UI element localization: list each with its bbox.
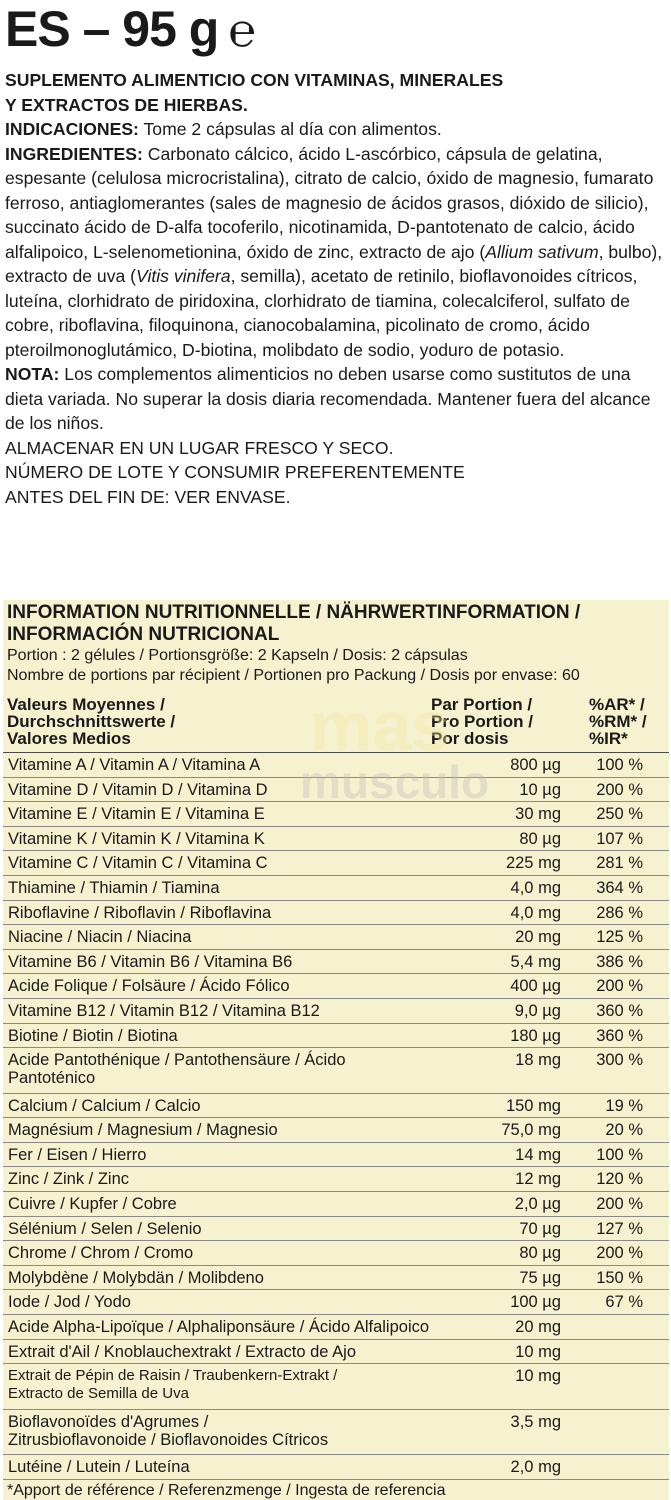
nutrient-name: Vitamine B6 / Vitamin B6 / Vitamina B6 [8, 952, 293, 971]
nutrient-value: 4,0 mg [510, 903, 561, 922]
ingredients-paragraph: INGREDIENTES: Carbonato cálcico, ácido L-ascórbico, cápsula de gelatina, espesante (celulosa microcristalina), citrato de calcio, óxido de magnesio, fumarato ferroso, antiaglomerantes (sales de magnesio de ácidos grasos, dióxido de silicio), succinato ácido de D-alfa tocoferilo, nicotinamida, D-pantotenato de calcio, ácido alfalipoico, L-selenometionina, óxido de zinc, extracto de ajo (Allium sativum, bulbo), extracto de uva (Vitis vinifera, semilla), acetato de retinilo, bioflavonoides cítricos, luteína, clorhidrato de piridoxina, clorhidrato de tiamina, colecalciferol, sulfato de cobre, riboflavina, filoquinona, cianocobalamina, picolinato de cromo, ácido pteroilmonoglutámico, D-biotina, molibdato de sodio, yoduro de potasio. [5, 143, 663, 360]
nutrient-value: 18 mg [515, 1051, 561, 1070]
nutrient-percent: 386 % [596, 952, 643, 971]
nutrient-percent: 200 % [596, 977, 643, 996]
nutrient-name: Lutéine / Lutein / Luteína [8, 1458, 190, 1477]
nutrient-name: Calcium / Calcium / Calcio [8, 1096, 201, 1115]
storage-text: ALMACENAR EN UN LUGAR FRESCO Y SECO. [5, 437, 394, 458]
nutrient-percent: 364 % [596, 878, 643, 897]
table-row [3, 925, 669, 950]
nutrient-value: 10 mg [515, 1342, 561, 1361]
nutrient-name: Magnésium / Magnesium / Magnesio [8, 1121, 278, 1140]
nutrient-name: Zinc / Zink / Zinc [8, 1170, 130, 1189]
nutrient-name: Vitamine C / Vitamin C / Vitamina C [8, 854, 268, 873]
nutrient-value: 20 mg [515, 1317, 561, 1336]
nutrient-name: Cuivre / Kupfer / Cobre [8, 1195, 177, 1213]
nutrient-name: Fer / Eisen / Hierro [8, 1145, 147, 1164]
nutrient-name: Molybdène / Molybdän / Molibdeno [8, 1268, 264, 1287]
nutrient-percent: 100 % [596, 1145, 643, 1164]
table-row [3, 1455, 669, 1480]
table-row [3, 1364, 669, 1410]
label-header [5, 0, 256, 58]
nutrient-name: Chrome / Chrom / Cromo [8, 1244, 194, 1263]
nutrient-value: 75 µg [519, 1268, 561, 1287]
nutrient-name: Niacine / Niacin / Niacina [8, 928, 192, 947]
indications-text: Tome 2 cápsulas al día con alimentos. [138, 119, 442, 139]
nutrient-value: 30 mg [515, 805, 561, 824]
nutrient-percent: 67 % [605, 1293, 643, 1312]
table-row [3, 1143, 669, 1168]
table-row [3, 1192, 669, 1217]
note-text: Los complementos alimenticios no deben usarse como sustitutos de una dieta variada. No superar la dosis diaria recomendada. Mantener fuera del alcance de los niños. [5, 364, 651, 433]
nutrient-value: 75,0 mg [501, 1121, 561, 1140]
nutrient-name: Bioflavonoïdes d'Agrumes / Zitrusbioflavonoide / Bioflavonoides Cítricos [8, 1412, 329, 1449]
nutrient-name: Biotine / Biotin / Biotina [8, 1026, 178, 1045]
nutrient-value: 80 µg [519, 1244, 561, 1263]
nutrient-value: 225 mg [505, 854, 561, 873]
table-row [3, 1340, 669, 1365]
nutrient-value: 9,0 µg [514, 1001, 561, 1020]
nutrient-percent: 200 % [596, 1244, 643, 1263]
table-row [3, 1266, 669, 1291]
nutrient-value: 12 mg [515, 1170, 561, 1189]
nutrient-percent: 200 % [596, 1195, 643, 1213]
header-name-column: Valeurs Moyennes / Durchschnittswerte / Valores Medios [7, 695, 176, 748]
nutrient-percent: 360 % [596, 1001, 643, 1020]
nutrient-name: Vitamine K / Vitamin K / Vitamina K [8, 829, 265, 848]
nutrient-percent: 300 % [596, 1051, 643, 1070]
nutrient-value: 100 µg [510, 1293, 561, 1312]
table-row [3, 1094, 669, 1119]
nutrient-percent: 20 % [605, 1121, 643, 1140]
table-row [3, 753, 669, 778]
nutrient-name: Acide Folique / Folsäure / Ácido Fólico [8, 977, 290, 996]
table-row [3, 1315, 669, 1340]
table-row [3, 1118, 669, 1143]
header-value-column: Par Portion / Pro Portion / Por dosis [431, 695, 533, 748]
indications-label: INDICACIONES: [5, 119, 139, 139]
label-text-block [5, 68, 665, 509]
table-row [3, 802, 669, 827]
nutrient-name: Acide Pantothénique / Pantothensäure / Ácido Pantoténico [8, 1051, 346, 1088]
nutrient-name: Extrait d'Ail / Knoblauchextrakt / Extracto de Ajo [8, 1342, 356, 1361]
nutrient-value: 70 µg [519, 1219, 561, 1238]
table-row [3, 827, 669, 852]
nutrient-percent: 250 % [596, 805, 643, 824]
nutrient-percent: 100 % [596, 756, 643, 774]
nutrient-percent: 281 % [596, 854, 643, 873]
lot-text: NÚMERO DE LOTE Y CONSUMIR PREFERENTEMENTE ANTES DEL FIN DE: VER ENVASE. [5, 462, 465, 507]
nutrient-value: 80 µg [519, 829, 561, 848]
nutrient-value: 800 µg [510, 756, 561, 774]
nutrition-title: INFORMATION NUTRITIONNELLE / NÄHRWERTINFORMATION / INFORMACIÓN NUTRICIONAL [7, 602, 581, 645]
indications-paragraph [5, 117, 665, 142]
nutrient-percent: 107 % [596, 829, 643, 848]
table-row [3, 974, 669, 999]
nutrition-table [3, 694, 669, 1480]
table-row [3, 1290, 669, 1315]
nutrient-percent: 286 % [596, 903, 643, 922]
nutrient-value: 10 mg [515, 1367, 561, 1386]
estimated-sign-icon: ℮ [228, 3, 256, 57]
nutrient-value: 2,0 mg [510, 1458, 561, 1477]
watermark-text-mas: mas [310, 690, 451, 765]
nutrient-value: 3,5 mg [510, 1412, 561, 1431]
nutrient-percent: 127 % [596, 1219, 643, 1238]
note-label: NOTA: [5, 364, 60, 384]
table-row [3, 851, 669, 876]
table-row [3, 1241, 669, 1266]
nutrient-name: Vitamine E / Vitamin E / Vitamina E [8, 805, 265, 824]
nutrient-name: Vitamine B12 / Vitamin B12 / Vitamina B12 [8, 1001, 320, 1020]
nutrient-value: 20 mg [515, 928, 561, 947]
table-row [3, 876, 669, 901]
nutrient-name: Vitamine A / Vitamin A / Vitamina A [8, 756, 261, 774]
nutrient-value: 180 µg [510, 1026, 561, 1045]
nutrient-value: 10 µg [519, 780, 561, 799]
nutrient-name: Extrait de Pépin de Raisin / Traubenkern-Extrakt / Extracto de Semilla de Uva [8, 1367, 338, 1403]
net-weight-title: ES – 95 g [5, 1, 219, 57]
nutrient-name: Riboflavine / Riboflavin / Riboflavina [8, 903, 272, 922]
table-row [3, 999, 669, 1024]
table-row [3, 1167, 669, 1192]
reference-footnote: *Apport de référence / Referenzmenge / Ingesta de referencia [7, 1482, 446, 1499]
nutrient-name: Iode / Jod / Yodo [8, 1293, 131, 1312]
nutrient-percent: 150 % [596, 1268, 643, 1287]
nutrient-percent: 125 % [596, 928, 643, 947]
table-row [3, 1217, 669, 1242]
nutrient-value: 14 mg [515, 1145, 561, 1164]
nutrient-percent: 19 % [605, 1096, 643, 1115]
nutrient-value: 4,0 mg [510, 878, 561, 897]
nutrient-name: Sélénium / Selen / Selenio [8, 1219, 202, 1238]
watermark-text-musculo: musculo [300, 756, 490, 808]
nutrient-name: Thiamine / Thiamin / Tiamina [8, 878, 220, 897]
nutrient-name: Acide Alpha-Lipoïque / Alphaliponsäure / Ácido Alfalipoico [8, 1317, 430, 1336]
header-percent-column: %AR* / %RM* / %IR* [589, 695, 647, 748]
nutrient-value: 150 mg [505, 1096, 561, 1115]
ingredients-label: INGREDIENTES: [5, 143, 143, 164]
table-row [3, 901, 669, 926]
table-row [3, 1048, 669, 1094]
table-header [3, 694, 669, 753]
table-row [3, 1410, 669, 1456]
product-heading: SUPLEMENTO ALIMENTICIO CON VITAMINAS, MINERALES Y EXTRACTOS DE HIERBAS. [5, 70, 504, 115]
nutrient-percent: 200 % [596, 780, 643, 799]
table-row [3, 778, 669, 803]
nutrient-percent: 360 % [596, 1026, 643, 1045]
nutrition-panel [3, 600, 669, 1500]
nutrient-value: 2,0 µg [514, 1195, 561, 1213]
note-paragraph [5, 362, 665, 436]
nutrient-value: 400 µg [510, 977, 561, 996]
table-body [3, 753, 669, 1480]
nutrient-value: 5,4 mg [510, 952, 561, 971]
nutrient-percent: 120 % [596, 1170, 643, 1189]
table-row [3, 1024, 669, 1049]
portion-info: Portion : 2 gélules / Portionsgröße: 2 Kapseln / Dosis: 2 cápsulas Nombre de portions par récipient / Portionen pro Packung / Dosis por envase: 60 [7, 647, 580, 684]
nutrient-name: Vitamine D / Vitamin D / Vitamina D [8, 780, 268, 799]
table-row [3, 950, 669, 975]
